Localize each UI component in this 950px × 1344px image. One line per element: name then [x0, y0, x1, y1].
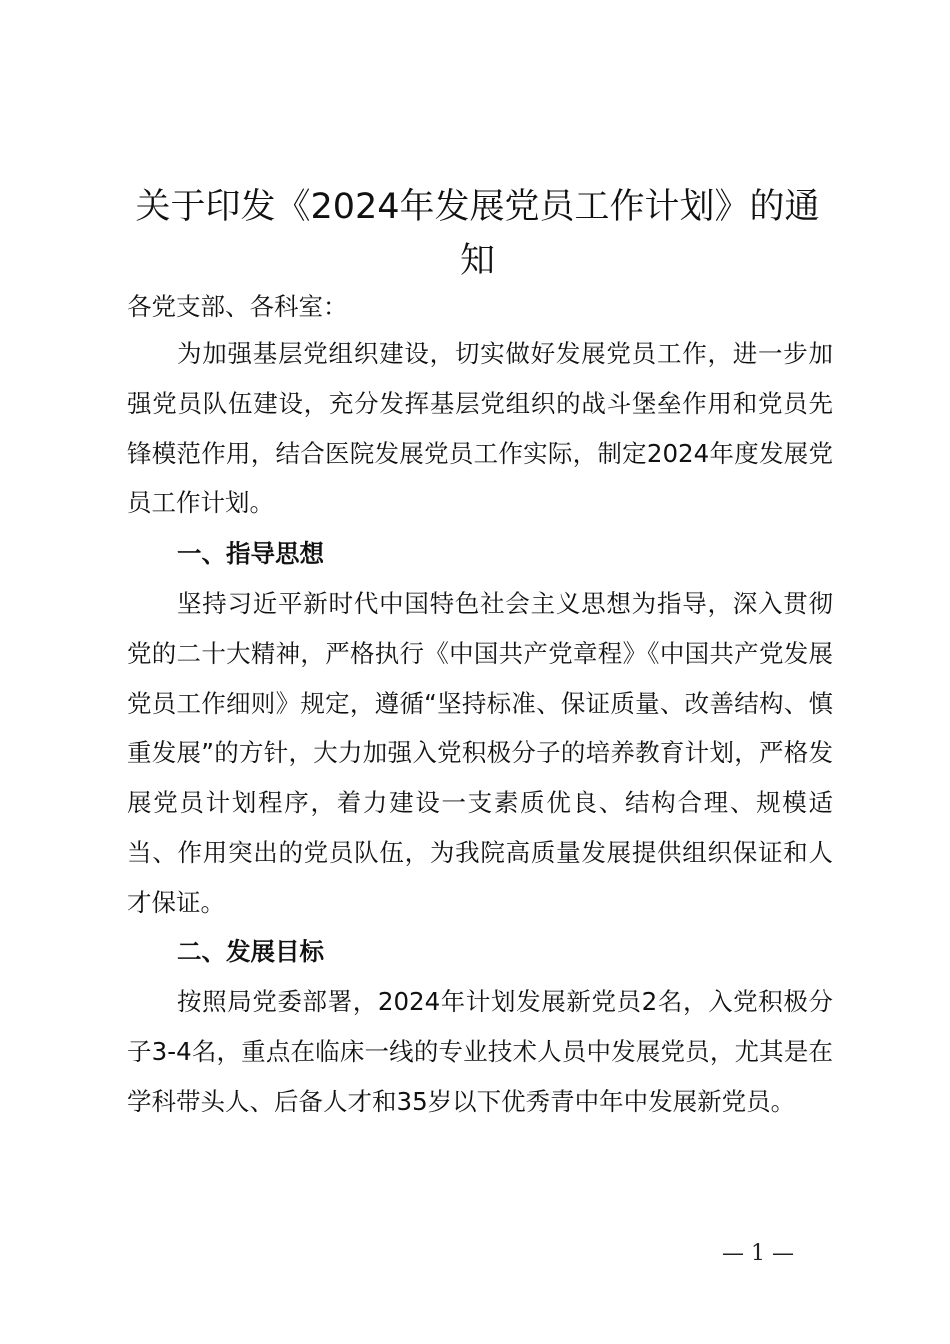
- intro-paragraph: 为加强基层党组织建设，切实做好发展党员工作，进一步加强党员队伍建设，充分发挥基层党组织的战斗堡垒作用和党员先锋模范作用，结合医院发展党员工作实际，制定2024年度发展党员工作计划。: [127, 339, 833, 518]
- salutation: 各党支部、各科室：: [127, 292, 348, 321]
- section-body-guiding-ideology: 坚持习近平新时代中国特色社会主义思想为指导，深入贯彻党的二十大精神，严格执行《中国共产党章程》《中国共产党发展党员工作细则》规定，遵循“坚持标准、保证质量、改善结构、慎重发展”的方针，大力加强入党积极分子的培养教育计划，严格发展党员计划程序，着力建设一支素质优良、结构合理、规模适当、作用突出的党员队伍，为我院高质量发展提供组织保证和人才保证。: [127, 589, 833, 917]
- section-heading-development-goals: 二、发展目标: [177, 937, 324, 966]
- section-heading-guiding-ideology: 一、指导思想: [177, 539, 324, 568]
- document-title: 关于印发《2024年发展党员工作计划》的通知: [135, 187, 820, 281]
- page-number: — 1 —: [722, 1241, 794, 1266]
- section-body-development-goals: 按照局党委部署，2024年计划发展新党员2名，入党积极分子3-4名，重点在临床一线的专业技术人员中发展党员，尤其是在学科带头人、后备人才和35岁以下优秀青中年中发展新党员。: [127, 987, 833, 1116]
